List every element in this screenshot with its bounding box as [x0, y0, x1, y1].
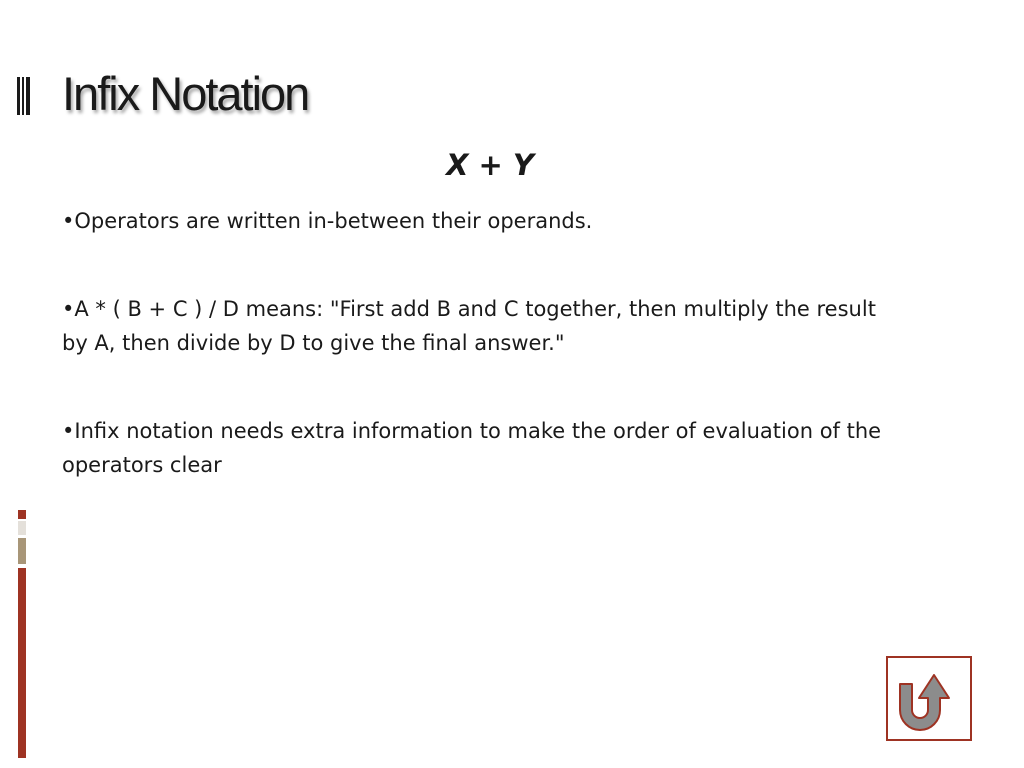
decorative-bar-red-small: [18, 510, 26, 519]
decorative-bar-tan: [18, 538, 26, 564]
decorative-bar-light: [18, 521, 26, 535]
decorative-bar-red-long: [18, 568, 26, 758]
slide-title: Infix Notation: [62, 67, 309, 120]
bullet-3: •Infix notation needs extra information to make the order of evaluation of the operators clear: [62, 419, 882, 477]
title-accent-bars: [17, 77, 31, 115]
u-turn-arrow-icon: [888, 658, 970, 739]
bullet-1: •Operators are written in-between their operands.: [62, 209, 593, 233]
formula: X + Y: [446, 148, 534, 182]
return-button[interactable]: [886, 656, 972, 741]
bullet-2: •A * ( B + C ) / D means: "First add B and C together, then multiply the result by A, then divide by D to give the final answer.": [62, 297, 876, 355]
